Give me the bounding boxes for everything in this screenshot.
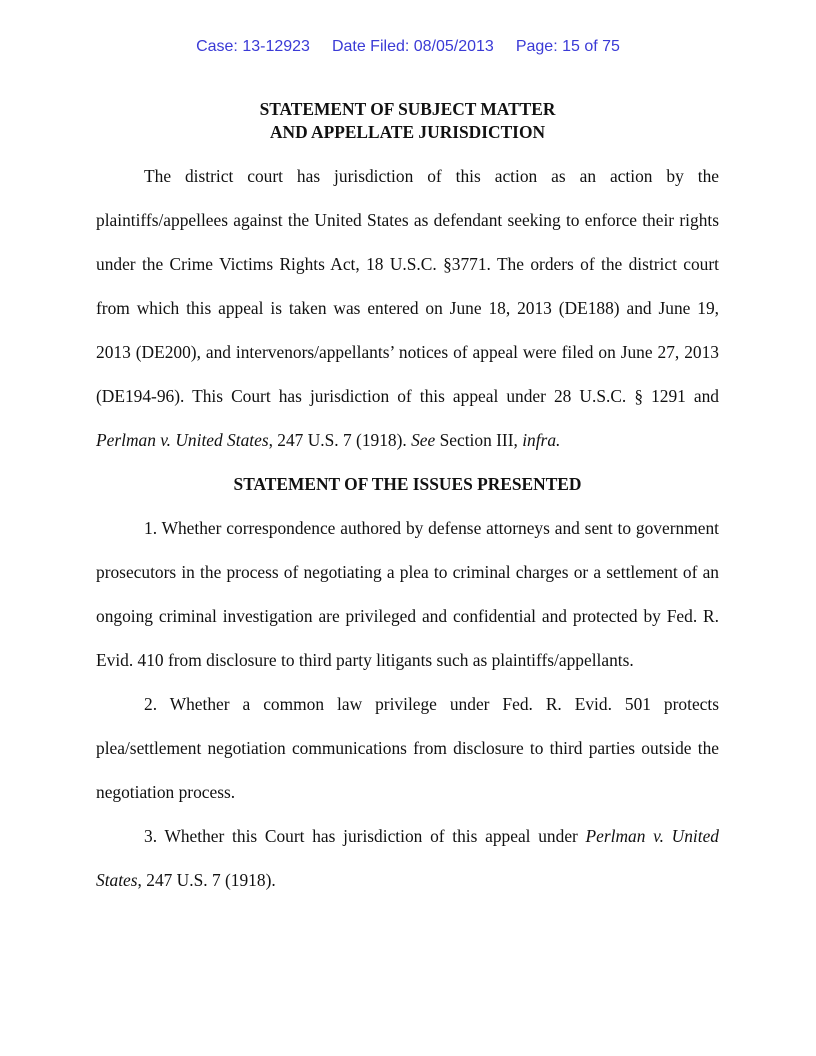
jurisdiction-heading-line-2: AND APPELLATE JURISDICTION: [269, 122, 546, 142]
jurisdiction-heading-line-1: STATEMENT OF SUBJECT MATTER: [259, 99, 556, 119]
issues-heading: STATEMENT OF THE ISSUES PRESENTED: [233, 474, 582, 494]
document-body: [96, 98, 719, 902]
date-filed: Date Filed: 08/05/2013: [331, 38, 494, 55]
case-citation-perlman: Perlman v. United States: [96, 430, 269, 450]
jurisdiction-text-c: Section III,: [435, 430, 523, 450]
issue-1: 1. Whether correspondence authored by defense attorneys and sent to government prosecutors in the process of negotiating a plea to criminal charges or a settlement of an ongoing criminal investigation are privileged and confidential and protected by Fed. R. Evid. 410 from disclosure to third party litigants such as plaintiffs/appellants.: [96, 518, 719, 670]
jurisdiction-text-b: , 247 U.S. 7 (1918).: [268, 430, 412, 450]
signal-see: See: [411, 430, 436, 450]
issue-3: [96, 814, 719, 902]
page-number: Page: 15 of 75: [515, 38, 620, 55]
issue-3-text-a: 3. Whether this Court has jurisdiction of this appeal under: [144, 826, 586, 846]
signal-infra: infra.: [522, 430, 561, 450]
case-number: Case: 13-12923: [196, 38, 310, 55]
jurisdiction-paragraph: [96, 154, 719, 462]
issue-3-case-citation: Perlman v. United States: [96, 826, 719, 890]
issue-3-text-b: , 247 U.S. 7 (1918).: [137, 870, 276, 890]
jurisdiction-text-a: The district court has jurisdiction of this action as an action by the plaintiffs/appellees against the United States as defendant seeking to enforce their rights under the Crime Victims Rights Act, 18 U.S.C. §3771. The orders of the district court from which this appeal is taken was entered on June 18, 2013 (DE188) and June 19, 2013 (DE200), and intervenors/appellants’ notices of appeal were filed on June 27, 2013 (DE194-96). This Court has jurisdiction of this appeal under 28 U.S.C. § 1291 and: [96, 166, 719, 406]
court-filing-header: [0, 38, 816, 56]
issue-2: 2. Whether a common law privilege under Fed. R. Evid. 501 protects plea/settlement negotiation communications from disclosure to third parties outside the negotiation process.: [96, 694, 719, 802]
